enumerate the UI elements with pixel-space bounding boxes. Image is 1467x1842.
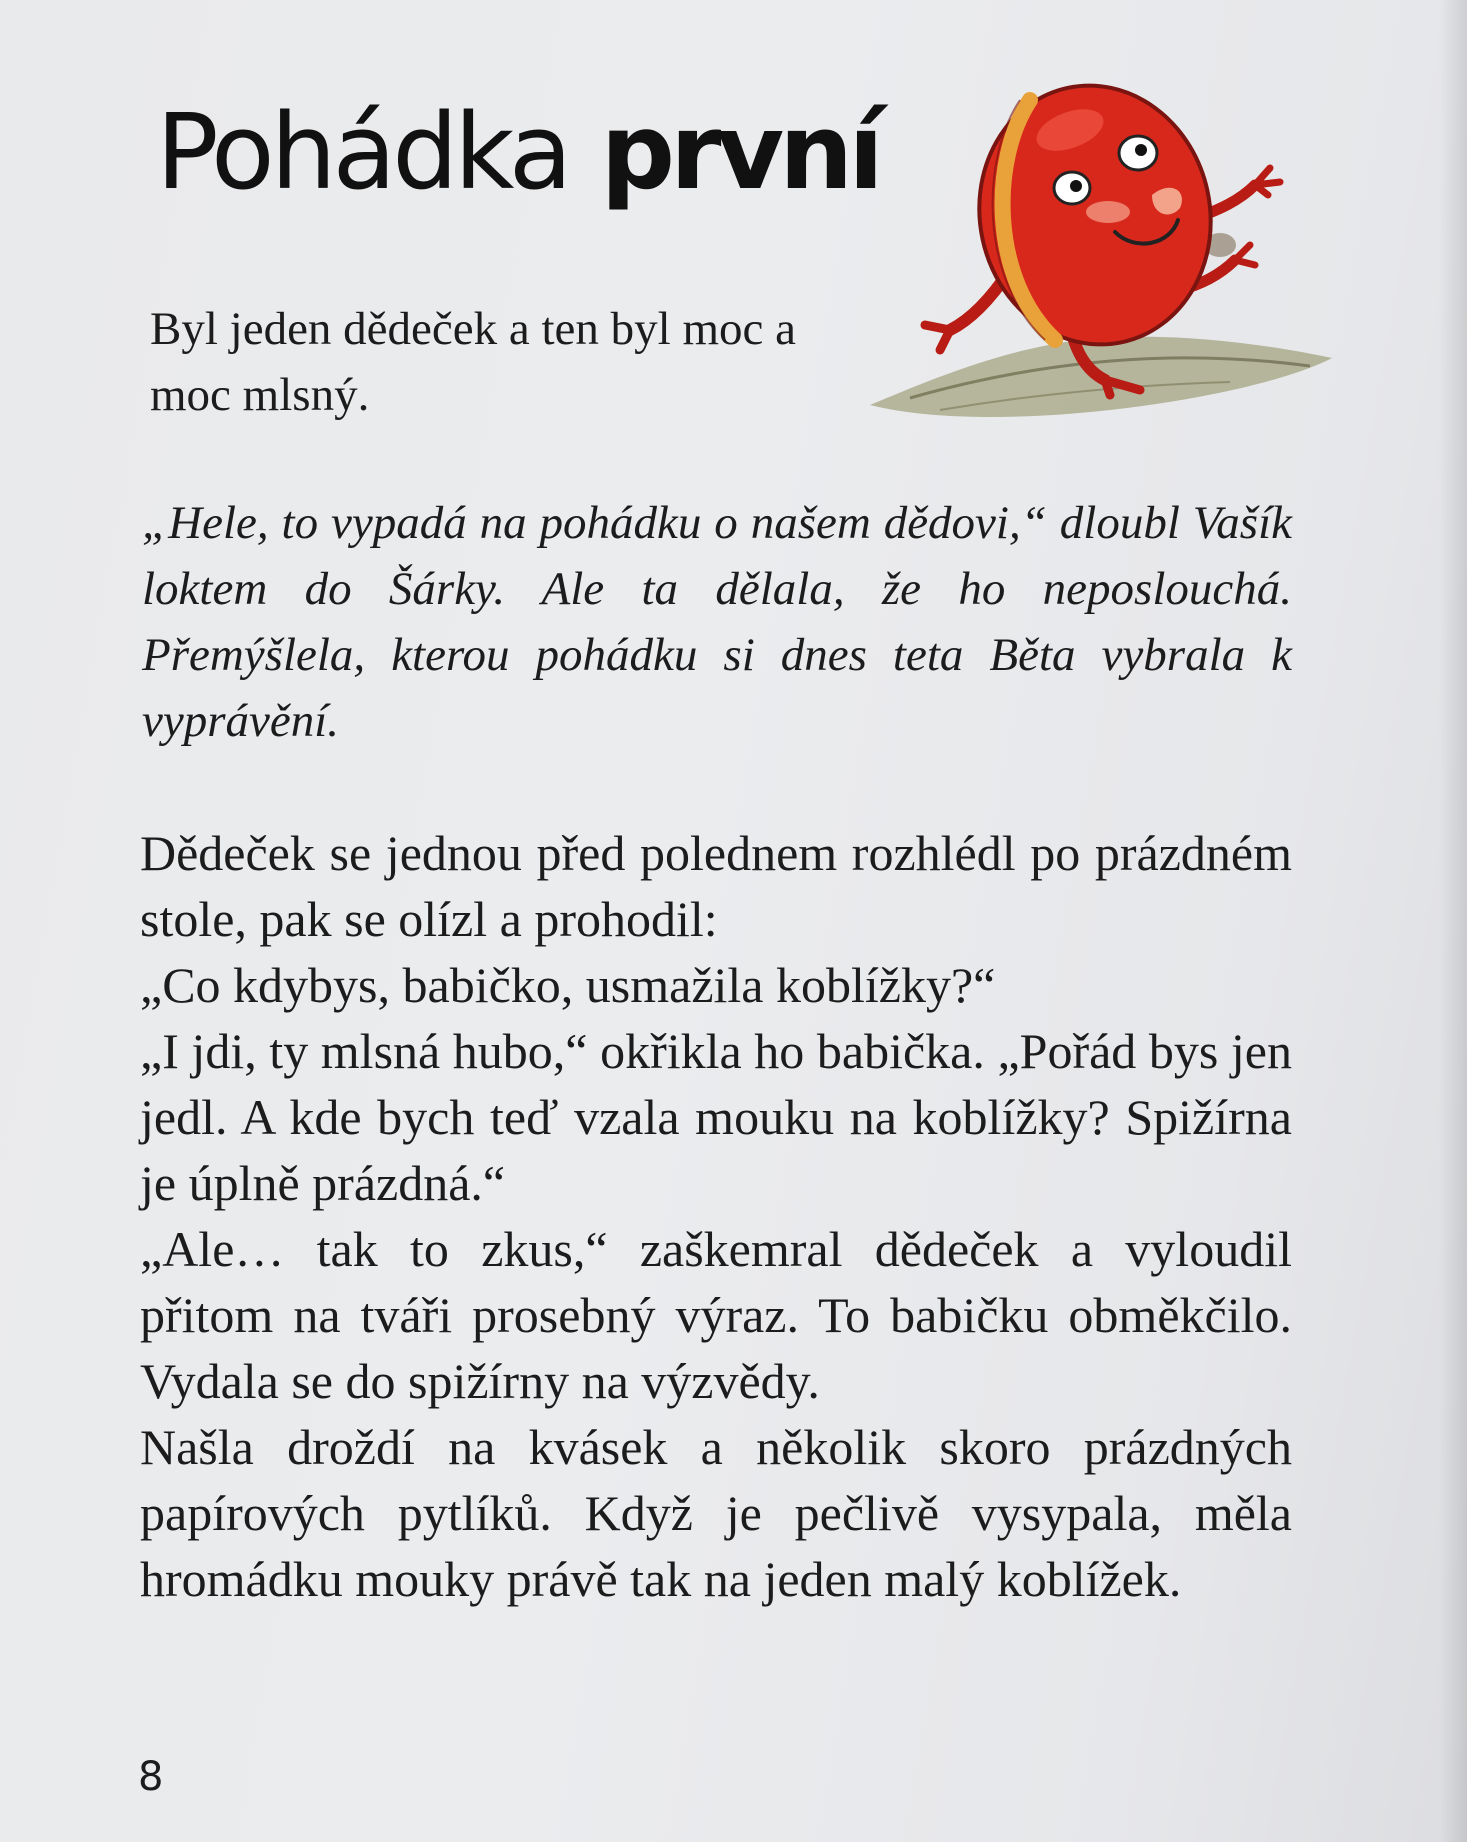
story-paragraph: Dědeček se jednou před polednem rozhlédl po prázdném stole, pak se olízl a prohodil:	[140, 825, 1292, 947]
page-number: 8	[138, 1754, 164, 1800]
story-paragraph: „Ale… tak to zkus,“ zaškemral dědeček a vyloudil přitom na tváři prosebný výraz. To babičku obměkčilo. Vydala se do spižírny na výzvědy.	[140, 1221, 1292, 1409]
title-bold: první	[600, 91, 879, 213]
running-donut-character-icon	[870, 60, 1340, 430]
page-title	[156, 91, 879, 213]
italic-paragraph: „Hele, to vypadá na pohádku o našem dědovi,“ dloubl Vašík loktem do Šárky. Ale ta dělala, že ho neposlouchá. Přemýšlela, kterou pohádku si dnes teta Běta vybrala k vyprávění.	[142, 497, 1292, 747]
page-edge-shadow	[1439, 0, 1467, 1842]
story-paragraph: Našla droždí na kvásek a několik skoro prázdných papírových pytlíků. Když je pečlivě vysypala, měla hromádku mouky právě tak na jeden malý koblížek.	[140, 1419, 1292, 1607]
story-paragraph: „I jdi, ty mlsná hubo,“ okřikla ho babička. „Pořád bys jen jedl. A kde bych teď vzala mouku na koblížky? Spižírna je úplně prázdná.“	[140, 1023, 1292, 1211]
story-paragraph: „Co kdybys, babičko, usmažila koblížky?“	[140, 957, 996, 1013]
title-light: Pohádka	[156, 91, 569, 213]
story-text	[140, 820, 1292, 1612]
intro-text: Byl jeden dědeček a ten byl moc a moc mlsný.	[150, 303, 796, 421]
